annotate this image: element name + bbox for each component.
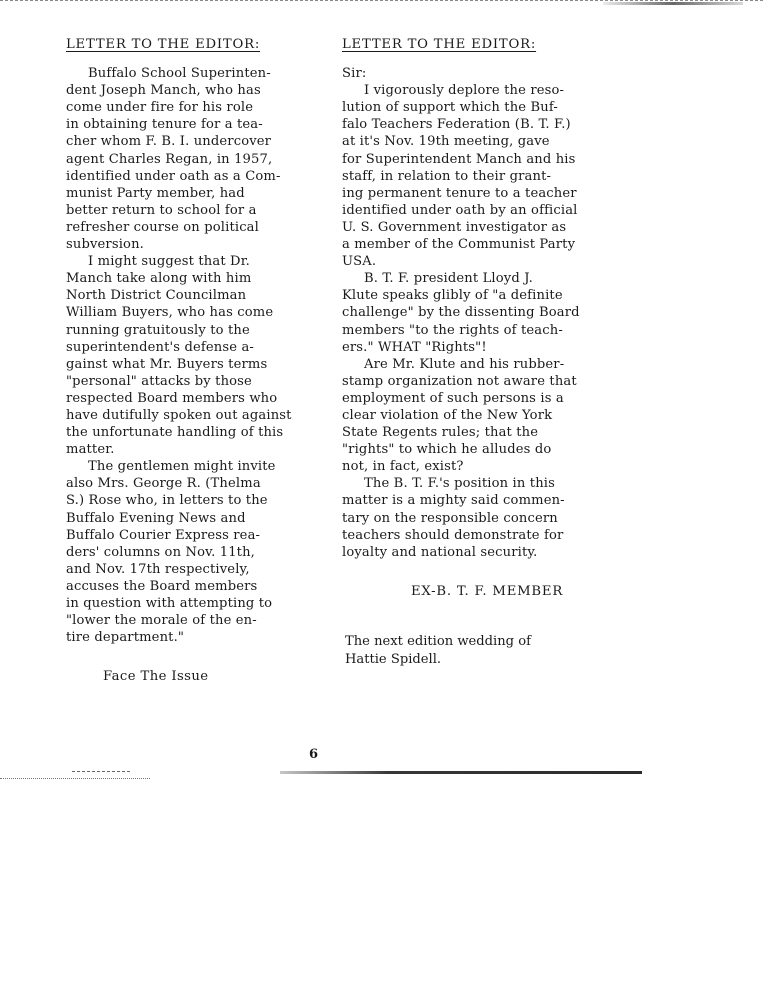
text-line: staff, in relation to their grant- (342, 168, 552, 184)
text-line: North District Councilman (66, 288, 247, 304)
text-line: I might suggest that Dr. (88, 254, 250, 270)
text-line: matter is a mighty said commen- (342, 493, 565, 509)
right-letter-heading: LETTER TO THE EDITOR: (342, 37, 537, 52)
scan-artifact-left-rule (0, 778, 150, 781)
text-line: in question with attempting to (66, 596, 273, 611)
text-line: better return to school for a (66, 202, 257, 218)
text-line: a member of the Communist Party (342, 237, 576, 253)
letter-signature: EX-B. T. F. MEMBER (411, 584, 564, 599)
text-line: ers." WHAT "Rights"! (342, 339, 487, 355)
text-line: and Nov. 17th respectively, (66, 561, 250, 577)
text-line: members "to the rights of teach- (342, 322, 563, 338)
text-line: S.) Rose who, in letters to the (66, 493, 268, 509)
text-line: identified under oath as a Com- (66, 168, 281, 184)
text-line: lution of support which the Buf- (342, 100, 558, 116)
scan-artifact-top-mark (603, 2, 743, 5)
announcement-note-line: The next edition wedding of (345, 634, 531, 649)
text-line: Buffalo School Superinten- (88, 66, 271, 82)
text-line: stamp organization not aware that (342, 373, 577, 389)
text-line: dent Joseph Manch, who has (66, 83, 261, 99)
text-line: gainst what Mr. Buyers terms (66, 356, 268, 372)
text-line: clear violation of the New York (342, 407, 553, 423)
text-line: Buffalo Evening News and (66, 510, 246, 526)
text-line: B. T. F. president Lloyd J. (364, 271, 533, 287)
text-line: Are Mr. Klute and his rubber- (364, 356, 565, 372)
text-line: Klute speaks glibly of "a definite (342, 288, 563, 304)
text-line: in obtaining tenure for a tea- (66, 117, 263, 133)
text-line: falo Teachers Federation (B. T. F.) (342, 117, 571, 133)
text-line: come under fire for his role (66, 100, 254, 116)
text-line: Sir: (342, 66, 367, 82)
text-line: running gratuitously to the (66, 322, 250, 338)
text-line: loyalty and national security. (342, 544, 538, 560)
text-line: at it's Nov. 19th meeting, gave (342, 134, 550, 150)
left-letter-column (66, 36, 316, 646)
page-number: 6 (309, 747, 319, 762)
left-letter-body (66, 65, 316, 646)
right-letter-body (342, 65, 610, 561)
text-line: accuses the Board members (66, 578, 258, 594)
text-line: also Mrs. George R. (Thelma (66, 476, 261, 492)
text-line: tary on the responsible concern (342, 510, 558, 526)
text-line: agent Charles Regan, in 1957, (66, 151, 273, 167)
text-line: matter. (66, 442, 115, 458)
text-line: respected Board members who (66, 390, 278, 406)
text-line: cher whom F. B. I. undercover (66, 134, 272, 150)
text-line: have dutifully spoken out against (66, 407, 292, 423)
text-line: The B. T. F.'s position in this (364, 476, 555, 492)
text-line: superintendent's defense a- (66, 339, 254, 355)
text-line: tire department." (66, 630, 185, 646)
text-line: ing permanent tenure to a teacher (342, 185, 577, 201)
text-line: challenge" by the dissenting Board (342, 305, 580, 321)
text-line: U. S. Government investigator as (342, 219, 567, 235)
text-line: identified under oath by an official (342, 202, 578, 218)
text-line: ders' columns on Nov. 11th, (66, 544, 255, 560)
text-line: "lower the morale of the en- (66, 613, 257, 629)
text-line: USA. (342, 254, 377, 270)
bottom-rule-line (280, 771, 642, 774)
text-line: Manch take along with him (66, 271, 252, 287)
text-line: employment of such persons is a (342, 390, 564, 406)
right-letter-column (342, 36, 610, 561)
scan-artifact-left-dash (72, 771, 130, 773)
left-letter-heading: LETTER TO THE EDITOR: (66, 37, 261, 52)
text-line: refresher course on political (66, 219, 259, 235)
text-line: subversion. (66, 237, 144, 253)
text-line: Buffalo Courier Express rea- (66, 527, 261, 543)
face-the-issue-caption: Face The Issue (103, 669, 209, 684)
text-line: State Regents rules; that the (342, 425, 539, 441)
text-line: the unfortunate handling of this (66, 425, 284, 441)
announcement-note (345, 633, 531, 668)
text-line: I vigorously deplore the reso- (364, 83, 565, 99)
text-line: munist Party member, had (66, 185, 245, 201)
text-line: teachers should demonstrate for (342, 527, 564, 543)
announcement-note-line: Hattie Spidell. (345, 651, 442, 667)
text-line: "rights" to which he alludes do (342, 442, 552, 458)
text-line: not, in fact, exist? (342, 459, 464, 475)
text-line: for Superintendent Manch and his (342, 151, 576, 167)
text-line: The gentlemen might invite (88, 459, 276, 475)
text-line: William Buyers, who has come (66, 305, 274, 321)
text-line: "personal" attacks by those (66, 373, 252, 389)
